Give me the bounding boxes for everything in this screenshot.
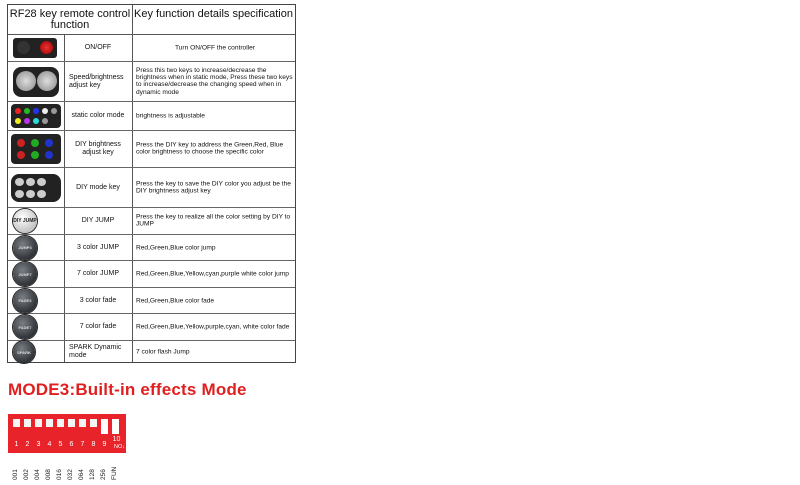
row-desc: Turn ON/OFF the controller	[174, 43, 255, 51]
dip-number: 4	[47, 441, 52, 448]
dip-value: 032	[67, 469, 74, 480]
spark-key-label: SPARK	[13, 341, 35, 363]
diy-jump-key-icon	[11, 209, 61, 233]
dip-value-labels	[8, 456, 133, 484]
dip-switch-toggle	[112, 419, 119, 434]
header-details: Key function details specification	[134, 8, 293, 20]
fade3-key-icon	[11, 289, 61, 313]
dip-number: 10	[112, 436, 121, 443]
dip-number: 1	[14, 441, 19, 448]
dip-value: 128	[89, 469, 96, 480]
table-row	[8, 341, 295, 363]
fade7-key-label: FADE7	[13, 315, 37, 339]
dip-value: 002	[23, 469, 30, 480]
row-name: DIY JUMP	[81, 217, 115, 224]
row-desc: brightness is adjustable	[136, 112, 205, 120]
row-desc: Red,Green,Blue color fade	[136, 296, 215, 304]
row-desc: Press the DIY key to address the Green,Red, Blue color brightness to choose the specific color	[136, 141, 284, 156]
dip-switch-toggle	[35, 419, 42, 434]
jump3-key-label: JUMP3	[13, 236, 37, 260]
row-desc: 7 color flash Jump	[136, 348, 190, 356]
table-row	[8, 102, 295, 131]
row-desc: Red,Green,Blue color jump	[136, 243, 216, 251]
dip-switch-toggle	[46, 419, 53, 434]
table-row	[8, 261, 295, 288]
dip-number: 6	[69, 441, 74, 448]
dip-switch	[8, 414, 126, 453]
row-desc: Red,Green,Blue,Yellow,purple,cyan, white color fade	[136, 323, 290, 331]
dip-switch-toggle	[101, 419, 108, 434]
table-row	[8, 208, 295, 235]
row-name: DIY mode key	[76, 183, 120, 191]
dip-value: 008	[45, 469, 52, 480]
table-row	[8, 288, 295, 314]
header-key-function: RF28 key remote control function	[9, 8, 131, 31]
row-name: 7 color fade	[79, 323, 117, 330]
table-row	[8, 168, 295, 208]
speed-brightness-keys-icon	[11, 67, 61, 97]
dip-switch-toggle	[24, 419, 31, 434]
jump3-key-icon	[11, 236, 61, 260]
fade7-key-icon	[11, 315, 61, 339]
dip-number: 7	[80, 441, 85, 448]
dip-number: 5	[58, 441, 63, 448]
diy-jump-key-label: DIY JUMP	[13, 209, 37, 233]
jump7-key-icon	[11, 262, 61, 286]
row-name: SPARK Dynamic mode	[69, 344, 122, 359]
row-desc: Press the key to save the DIY color you adjust be the DIY brightness adjust key	[136, 180, 291, 195]
row-name: DIY brightness adjust key	[75, 141, 121, 156]
dip-value: 001	[12, 469, 19, 480]
diy-mode-keys-icon	[11, 174, 61, 202]
key-function-table	[7, 4, 296, 363]
table-row	[8, 34, 295, 62]
dip-switch-toggle	[57, 419, 64, 434]
dip-switch-toggle	[68, 419, 75, 434]
dip-switch-toggle	[13, 419, 20, 434]
dip-value: 016	[56, 469, 63, 480]
dip-value: 064	[78, 469, 85, 480]
dip-value: FUN	[111, 466, 118, 480]
row-desc: Press the key to realize all the color setting by DIY to JUMP	[136, 213, 291, 228]
fade3-key-label: FADE3	[13, 289, 37, 313]
row-name: 7 color JUMP	[76, 270, 119, 277]
table-header	[8, 5, 295, 35]
row-name: 3 color fade	[79, 296, 117, 304]
dip-switch-toggle	[90, 419, 97, 434]
dip-number: 9	[102, 441, 107, 448]
diy-arrow-keys-icon	[11, 134, 61, 164]
table-row	[8, 314, 295, 341]
dip-value: 256	[100, 469, 107, 480]
row-name: ON/OFF	[84, 43, 112, 51]
table-row	[8, 131, 295, 168]
on-off-keys-icon	[11, 36, 61, 60]
spark-key-icon	[11, 341, 61, 363]
dip-number: 8	[91, 441, 96, 448]
no-label: NO↓	[114, 444, 125, 450]
row-name: 3 color JUMP	[76, 243, 119, 251]
mode-title: MODE3:Built-in effects Mode	[8, 380, 247, 399]
jump7-key-label: JUMP7	[13, 262, 37, 286]
static-color-keys-icon	[11, 104, 61, 128]
table-row	[8, 235, 295, 261]
row-name: Speed/brightness adjust key	[69, 73, 124, 89]
dip-value: 004	[34, 469, 41, 480]
dip-number: 2	[25, 441, 30, 448]
row-name: static color mode	[71, 112, 125, 119]
row-desc: Press this two keys to increase/decrease the brightness when in static mode, Press these two keys to increase/decrease the changing speed when in dynamic mode	[136, 66, 293, 96]
dip-switch-toggle	[79, 419, 86, 434]
dip-number: 3	[36, 441, 41, 448]
row-desc: Red,Green,Blue,Yellow,cyan,purple white color jump	[136, 270, 289, 278]
table-row	[8, 62, 295, 102]
